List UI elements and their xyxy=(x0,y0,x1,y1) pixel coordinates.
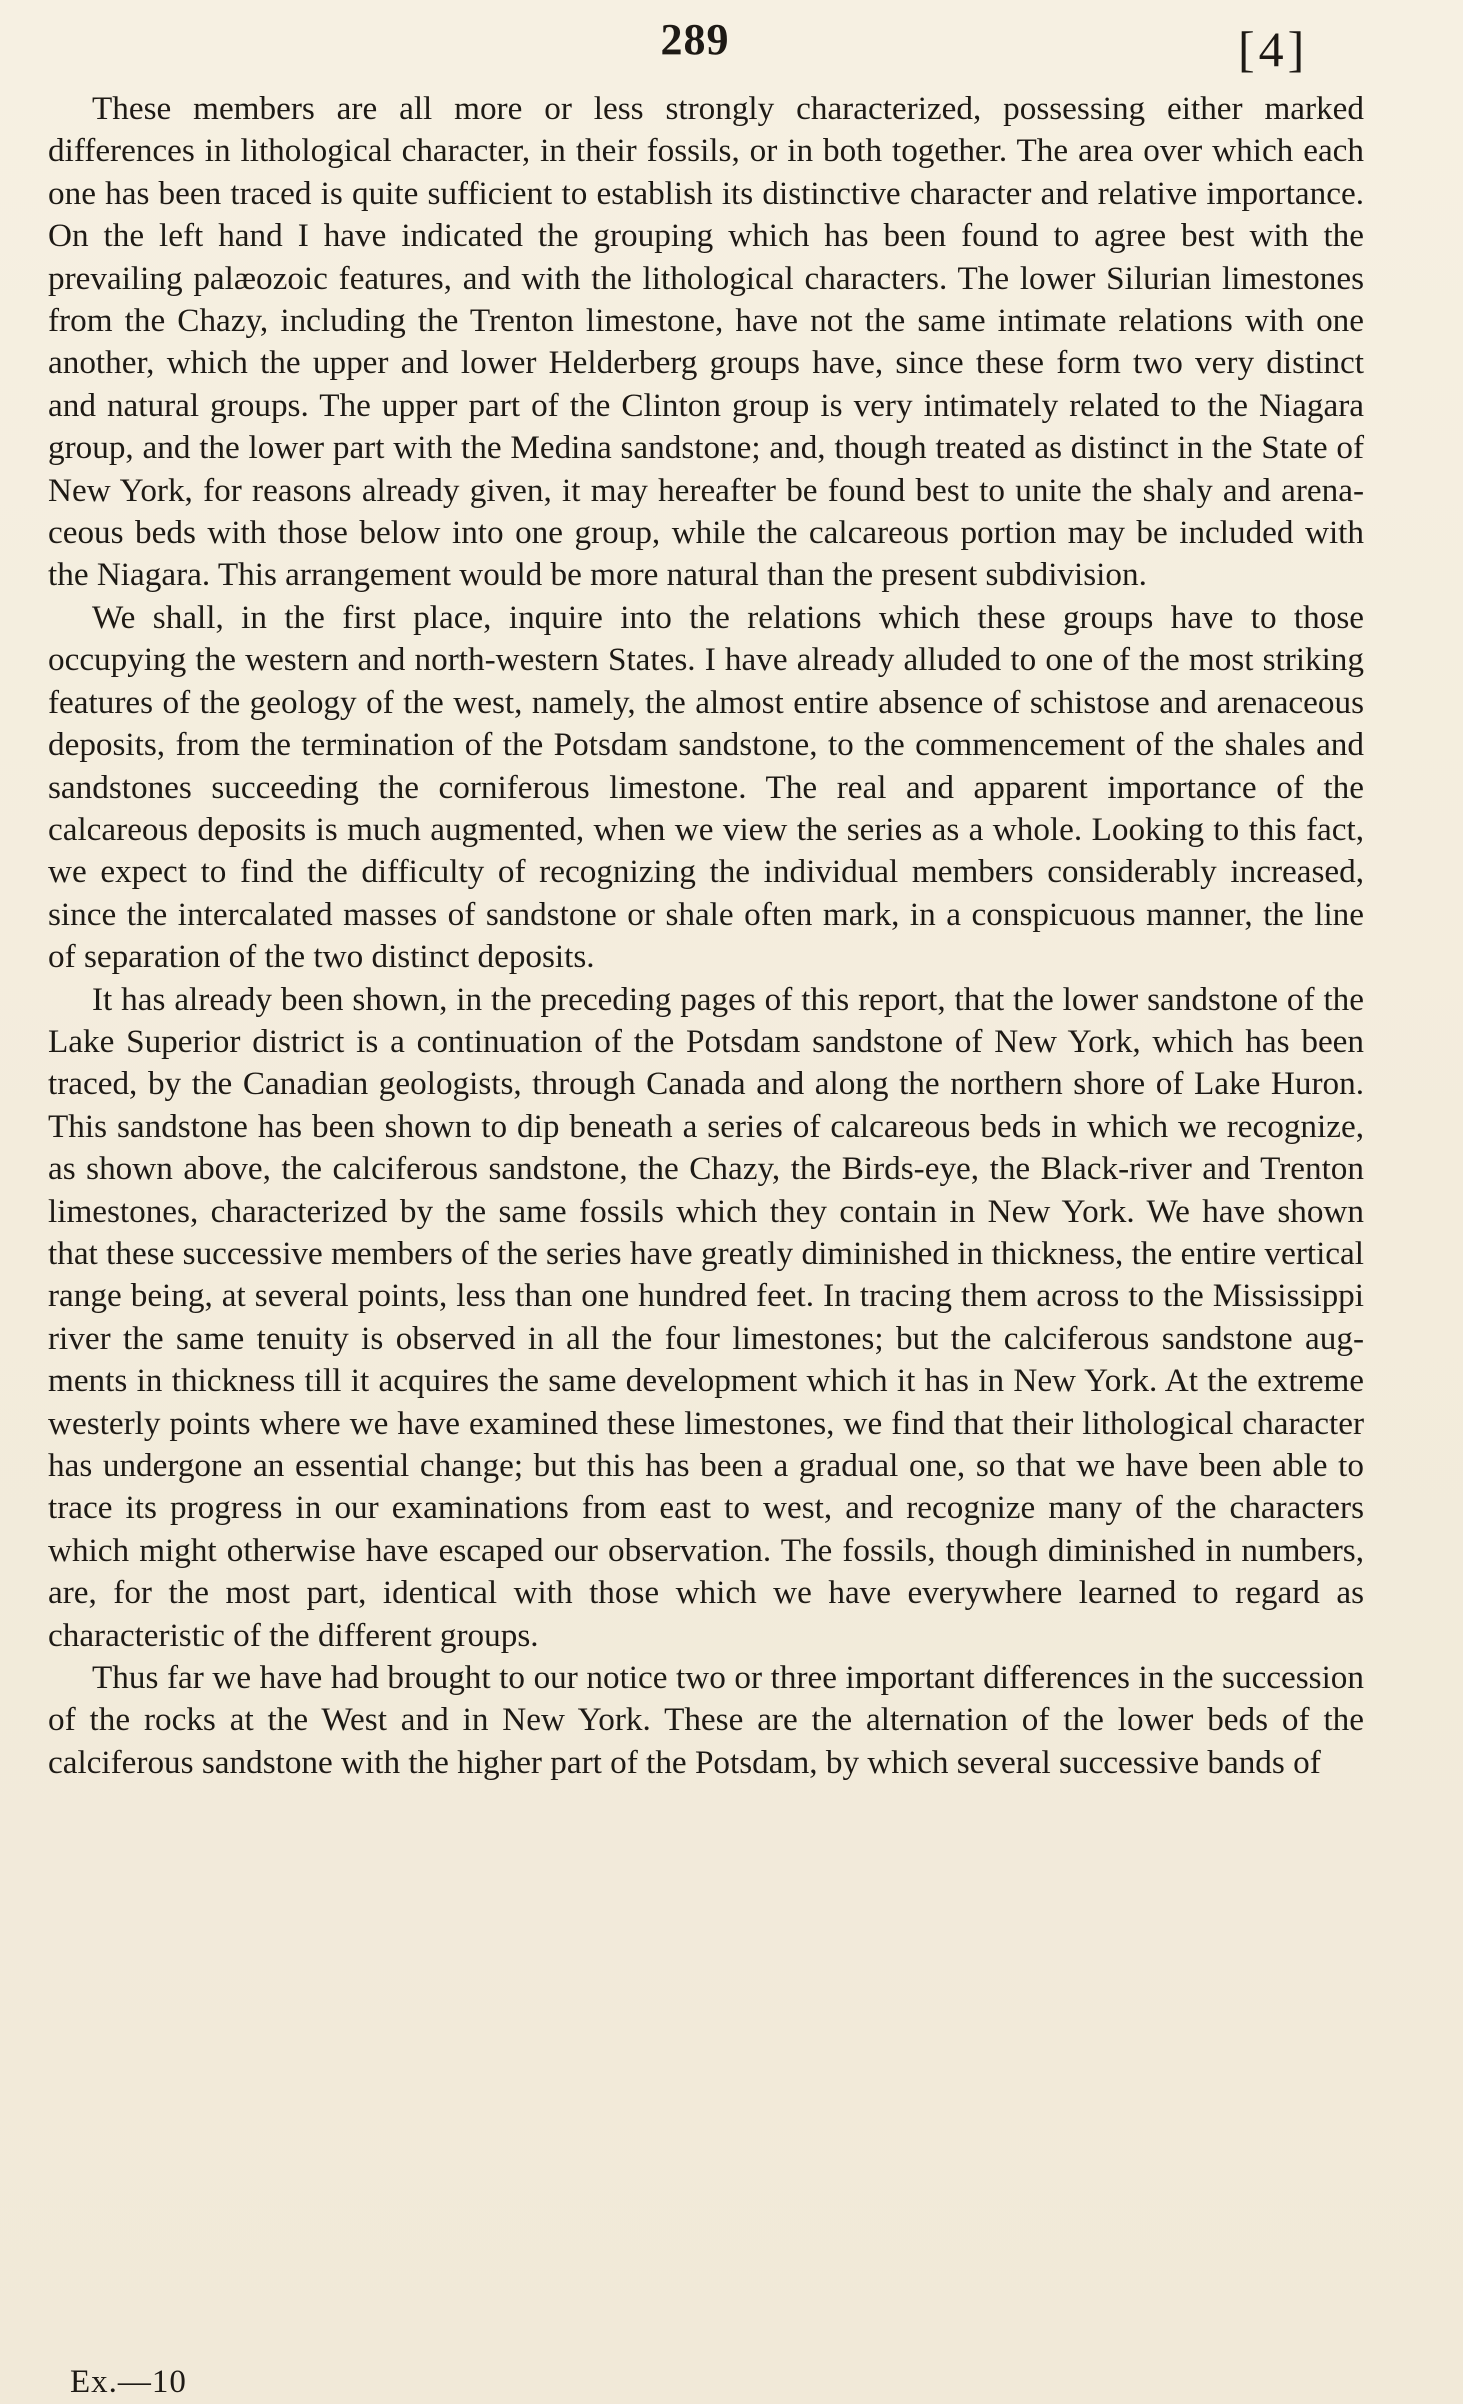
body-text xyxy=(48,88,1364,1784)
document-number: [4] xyxy=(1238,21,1309,77)
signature-mark: Ex.—10 xyxy=(70,2364,187,2400)
paragraph: These members are all more or less strongly characterized, possessing either marked differences in lithological character, in their fossils, or in both together. The area over which each one has been traced is quite sufficient to establish its distinctive character and relative importance. On the left hand I have indicated the grouping which has been found to agree best with the prevailing palæozoic features, and with the lithological characters. The lower Silurian limestones from the Chazy, including the Trenton limestone, have not the same intimate relations with one another, which the upper and lower Helderberg groups have, since these form two very distinct and natural groups. The upper part of the Clinton group is very intimately related to the Niagara group, and the lower part with the Medina sandstone; and, though treated as distinct in the State of New York, for reasons already given, it may hereafter be found best to unite the shaly and arenaceous beds with those below into one group, while the calcareous portion may be included with the Niagara. This arrangement would be more natural than the present subdivision. xyxy=(48,90,1364,594)
paragraph: We shall, in the first place, inquire into the relations which these groups have to those occupying the western and north-western States. I have already alluded to one of the most striking features of the geology of the west, namely, the almost entire absence of schistose and arenaceous deposits, from the termination of the Potsdam sandstone, to the commencement of the shales and sandstones succeeding the corniferous limestone. The real and apparent importance of the calcareous deposits is much augmented, when we view the series as a whole. Looking to this fact, we expect to find the difficulty of recognizing the individual members considerably increased, since the intercalated masses of sandstone or shale often mark, in a conspicuous manner, the line of separation of the two distinct deposits. xyxy=(48,598,1364,976)
paragraph: It has already been shown, in the preceding pages of this report, that the lower sandstone of the Lake Superior district is a continuation of the Potsdam sandstone of New York, which has been traced, by the Canadian geologists, through Canada and along the northern shore of Lake Huron. This sandstone has been shown to dip beneath a series of calcareous beds in which we recognize, as shown above, the calciferous sandstone, the Chazy, the Birds-eye, the Black-river and Trenton limestones, characterized by the same fossils which they contain in New York. We have shown that these successive members of the series have greatly diminished in thickness, the entire vertical range being, at several points, less than one hundred feet. In tracing them across to the Mississippi river the same tenuity is observed in all the four limestones; but the calciferous sandstone augments in thickness till it acquires the same development which it has in New York. At the extreme westerly points where we have examined these limestones, we find that their lithological character has undergone an essential change; but this has been a gradual one, so that we have been able to trace its progress in our examinations from east to west, and recognize many of the characters which might otherwise have escaped our observation. The fossils, though diminished in numbers, are, for the most part, identical with those which we have everywhere learned to regard as characteristic of the different groups. xyxy=(48,980,1364,1654)
paragraph: Thus far we have had brought to our notice two or three important differences in the succession of the rocks at the West and in New York. These are the alternation of the lower beds of the calciferous sandstone with the higher part of the Potsdam, by which several successive bands of xyxy=(48,1659,1364,1781)
page-number: 289 xyxy=(660,15,730,64)
